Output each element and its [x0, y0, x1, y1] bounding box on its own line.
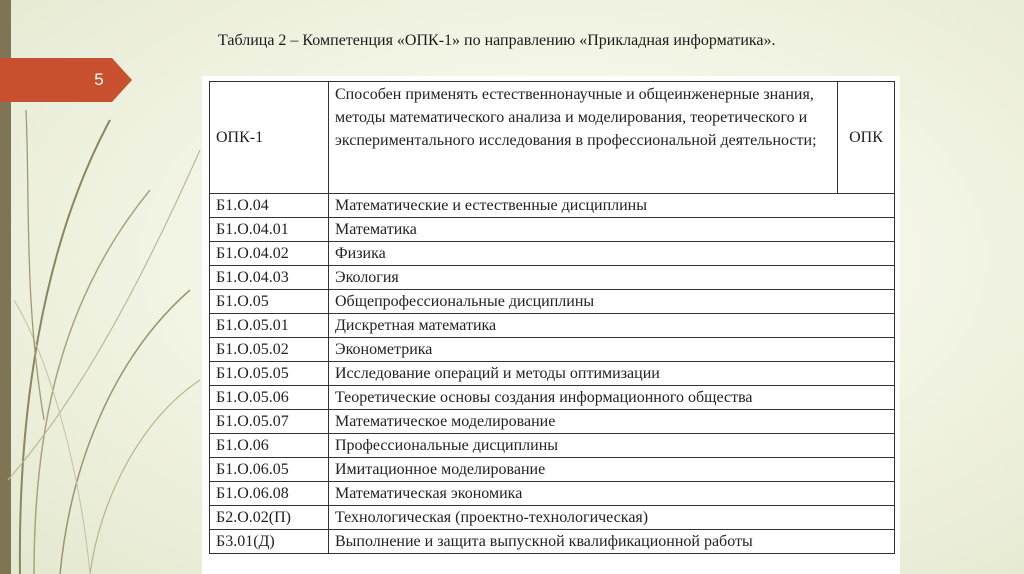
table-row — [210, 386, 895, 410]
discipline-name: Математическая экономика — [329, 482, 895, 506]
table-row — [210, 290, 895, 314]
discipline-name: Физика — [329, 242, 895, 266]
table-row — [210, 434, 895, 458]
table-row — [210, 314, 895, 338]
discipline-code: Б1.О.04.03 — [210, 266, 329, 290]
discipline-code: Б1.О.04 — [210, 194, 329, 218]
discipline-code: Б1.О.06.08 — [210, 482, 329, 506]
discipline-code: Б1.О.05.05 — [210, 362, 329, 386]
discipline-name: Математическое моделирование — [329, 410, 895, 434]
table-panel — [202, 76, 900, 574]
discipline-name: Теоретические основы создания информационного общества — [329, 386, 895, 410]
discipline-name: Исследование операций и методы оптимизации — [329, 362, 895, 386]
discipline-name: Математика — [329, 218, 895, 242]
table-row — [210, 530, 895, 554]
slide-number: 5 — [94, 70, 104, 89]
discipline-name: Технологическая (проектно-технологическая) — [329, 506, 895, 530]
table-caption: Таблица 2 – Компетенция «ОПК-1» по направлению «Прикладная информатика». — [218, 32, 776, 49]
table-row — [210, 362, 895, 386]
discipline-code: Б1.О.05.07 — [210, 410, 329, 434]
discipline-code: Б1.О.06.05 — [210, 458, 329, 482]
competency-description: Способен применять естественнонаучные и общеинженерные знания, методы математического анализа и моделирования, теоретического и экспериментального исследования в профессиональной деятельности; — [329, 82, 838, 194]
competency-row — [210, 82, 895, 194]
table-row — [210, 218, 895, 242]
table-row — [210, 194, 895, 218]
discipline-code: Б1.О.05.01 — [210, 314, 329, 338]
competency-group: ОПК — [838, 82, 895, 194]
table-row — [210, 506, 895, 530]
discipline-name: Выполнение и защита выпускной квалификационной работы — [329, 530, 895, 554]
discipline-name: Профессиональные дисциплины — [329, 434, 895, 458]
discipline-name: Экология — [329, 266, 895, 290]
table-row — [210, 242, 895, 266]
discipline-code: Б2.О.02(П) — [210, 506, 329, 530]
discipline-code: Б1.О.04.02 — [210, 242, 329, 266]
table-row — [210, 410, 895, 434]
discipline-name: Имитационное моделирование — [329, 458, 895, 482]
competency-table — [209, 81, 895, 554]
discipline-name: Математические и естественные дисциплины — [329, 194, 895, 218]
discipline-code: Б1.О.05 — [210, 290, 329, 314]
discipline-code: Б3.01(Д) — [210, 530, 329, 554]
table-row — [210, 458, 895, 482]
table-row — [210, 482, 895, 506]
discipline-name: Эконометрика — [329, 338, 895, 362]
discipline-name: Дискретная математика — [329, 314, 895, 338]
discipline-code: Б1.О.05.06 — [210, 386, 329, 410]
table-row — [210, 338, 895, 362]
competency-code: ОПК-1 — [210, 82, 329, 194]
discipline-name: Общепрофессиональные дисциплины — [329, 290, 895, 314]
discipline-code: Б1.О.05.02 — [210, 338, 329, 362]
table-row — [210, 266, 895, 290]
discipline-code: Б1.О.06 — [210, 434, 329, 458]
discipline-code: Б1.О.04.01 — [210, 218, 329, 242]
